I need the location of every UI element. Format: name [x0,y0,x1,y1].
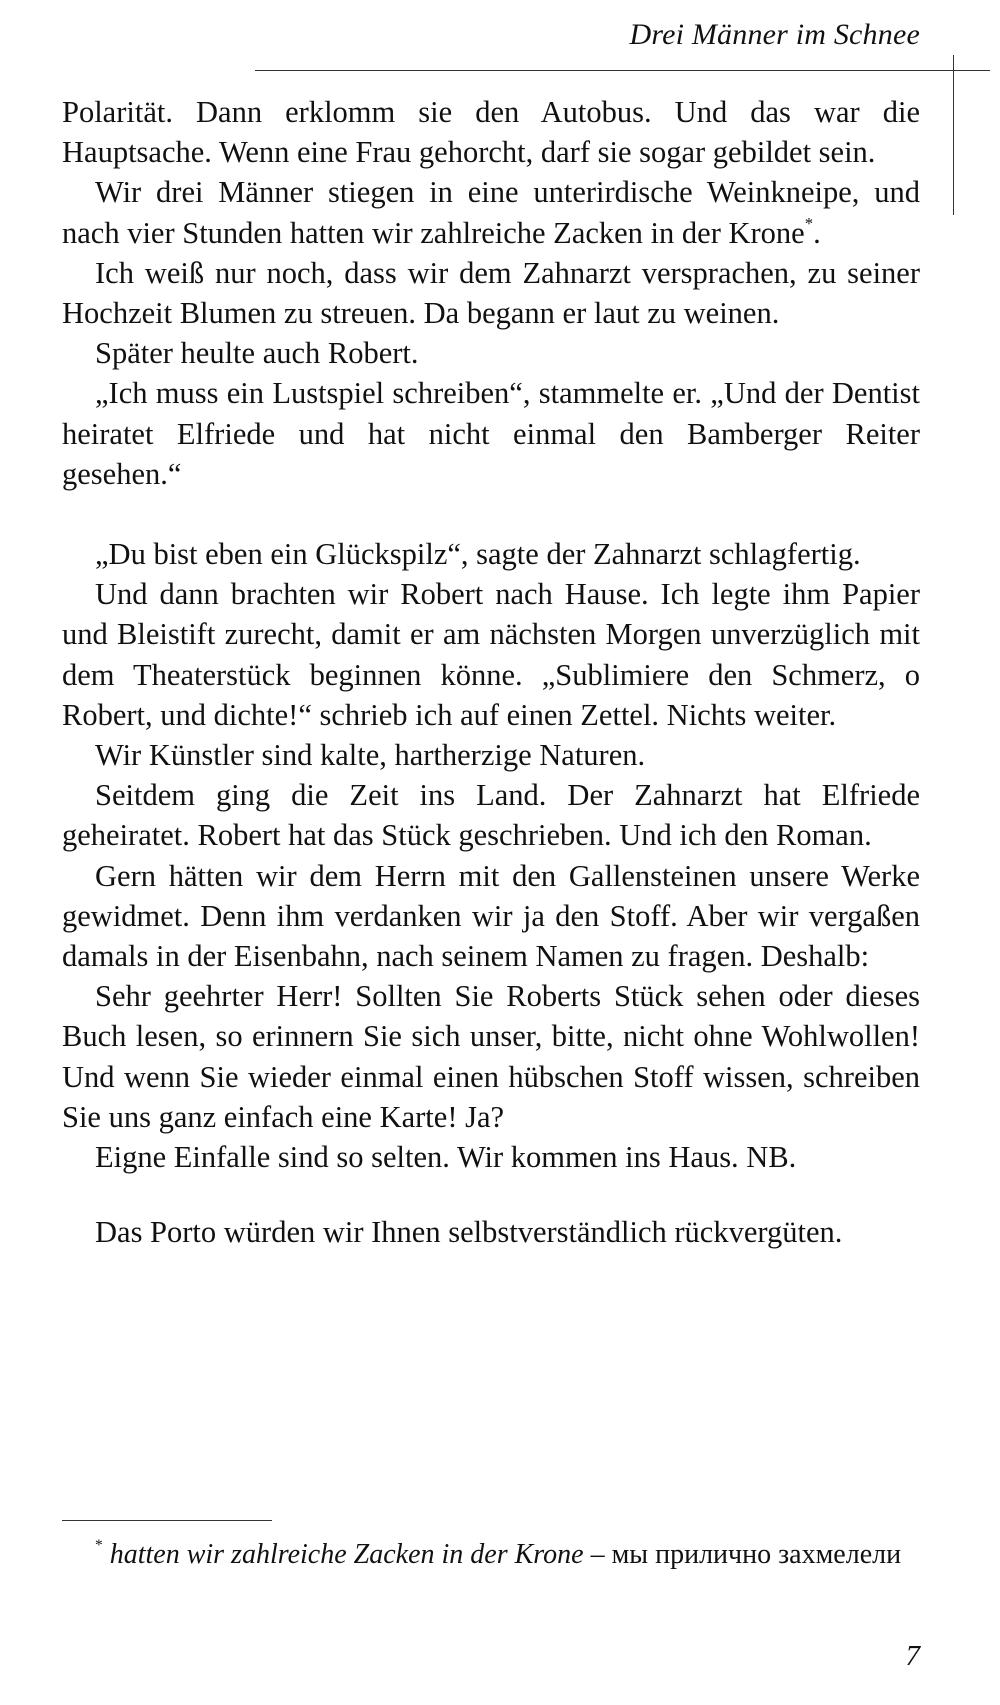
footnote-rule [62,1520,272,1521]
page-number: 7 [905,1640,920,1672]
paragraph: Seitdem ging die Zeit ins Land. Der Zahnarzt hat Elfriede geheiratet. Robert hat das Stück geschrieben. Und ich den Roman. [62,778,920,853]
footnote-dash: – [590,1539,605,1570]
paragraph: Sehr geehrter Herr! Sollten Sie Roberts Stück sehen oder dieses Buch lesen, so erinnern Sie sich unser, bitte, nicht ohne Wohlwollen! Und wenn Sie wieder einmal einen hübschen Stoff wissen, schreiben Sie uns ganz einfach eine Karte! Ja? [62,979,920,1134]
paragraph: Und dann brachten wir Robert nach Hause. Ich legte ihm Papier und Bleistift zurecht, damit er am nächsten Morgen unverzüglich mit dem Theaterstück beginnen könne. „Sublimiere den Schmerz, o Robert, und dichte!“ schrieb ich auf einen Zettel. Nichts weiter. [62,577,920,732]
footnote-german-phrase: hatten wir zahlreiche Zacken in der Krone [109,1539,584,1570]
paragraph: Wir Künstler sind kalte, hartherzige Naturen. [95,738,646,773]
paragraph: „Du bist eben ein Glückspilz“, sagte der Zahnarzt schlagfertig. [95,537,861,572]
footnote-translation: мы прилично захмелели [611,1539,902,1570]
running-head-title: Drei Männer im Schnee [629,18,920,51]
paragraph-text: Wir drei Männer stiegen in eine unterirdische Weinkneipe, und nach vier Stunden hatten wir zahlreiche Zacken in der Krone [62,175,920,250]
footnote [62,1535,920,1575]
paragraph: Polarität. Dann erklomm sie den Autobus. Und das war die Hauptsache. Wenn eine Frau gehorcht, darf sie sogar gebildet sein. [62,95,920,170]
paragraph: „Ich muss ein Lustspiel schreiben“, stammelte er. „Und der Dentist heiratet Elfriede und hat nicht einmal den Bamberger Reiter gesehen.“ [62,376,920,491]
margin-edge-rule [953,55,954,215]
footnote-marker: * [95,1536,103,1554]
header-rule [255,70,990,71]
body-text [62,92,920,1252]
footnote-marker: * [804,213,814,233]
paragraph: Später heulte auch Robert. [95,336,419,371]
paragraph: Wir drei Männer stiegen in eine unterirdische Weinkneipe, und nach vier Stunden hatten wir zahlreiche Zacken in der Krone*. [62,175,920,250]
paragraph: Ich weiß nur noch, dass wir dem Zahnarzt versprachen, zu seiner Hochzeit Blumen zu streuen. Da begann er laut zu weinen. [62,255,920,331]
paragraph: Eigne Einfalle sind so selten. Wir kommen ins Haus. NB. [95,1140,797,1175]
paragraph: Gern hätten wir dem Herrn mit den Gallensteinen unsere Werke gewidmet. Denn ihm verdanken wir ja den Stoff. Aber wir vergaßen damals in der Eisenbahn, nach seinem Namen zu fragen. Deshalb: [62,858,920,974]
paragraph: Das Porto würden wir Ihnen selbstverständlich rückvergüten. [95,1215,843,1250]
